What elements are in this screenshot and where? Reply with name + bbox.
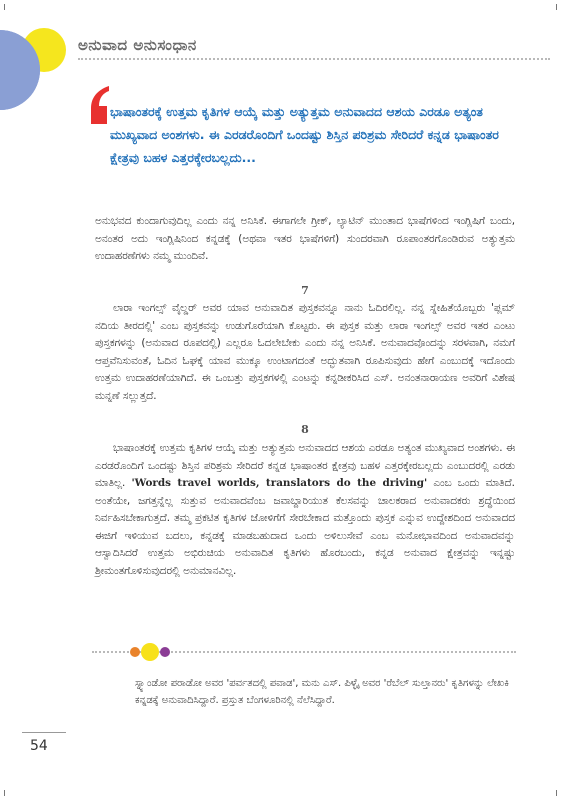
footnote-dots-decoration [128, 640, 178, 664]
running-header-title: ಅನುವಾದ ಅನುಸಂಧಾನ [78, 36, 197, 54]
crop-mark [556, 790, 557, 796]
quote-mark-icon [88, 84, 110, 126]
section-number-8: 8 [301, 423, 309, 436]
pull-quote: ಭಾಷಾಂತರಕ್ಕೆ ಉತ್ತಮ ಕೃತಿಗಳ ಆಯ್ಕೆ ಮತ್ತು ಅತ್ಯುತ್ತಮ ಅನುವಾದದ ಆಶಯ ಎರಡೂ ಅತ್ಯಂತ ಮುಖ್ಯವಾದ ಅಂಶಗಳು. ಈ ಎರಡರೊಂದಿಗೆ ಒಂದಷ್ಟು ಶಿಸ್ತಿನ ಪರಿಶ್ರಮ ಸೇರಿದರೆ ಕನ್ನಡ ಭಾಷಾಂತರ ಕ್ಷೇತ್ರವು ಬಹಳ ಎತ್ತರಕ್ಕೇರಬಲ್ಲದು... [110, 104, 499, 165]
page-number: 54 [30, 738, 48, 754]
header-circles-decoration [0, 18, 70, 113]
header-divider [78, 58, 550, 60]
crop-mark [4, 4, 5, 10]
body-paragraph-3-text-a: ಭಾಷಾಂತರಕ್ಕೆ ಉತ್ತಮ ಕೃತಿಗಳ ಆಯ್ಕೆ ಮತ್ತು ಅತ್ಯುತ್ತಮ ಅನುವಾದದ ಆಶಯ ಎರಡೂ ಅತ್ಯಂತ ಮುಖ್ಯವಾದ ಅಂಶಗಳು. ಈ ಎರಡರೊಂದಿಗೆ ಒಂದಷ್ಟು ಶಿಸ್ತಿನ ಪರಿಶ್ರಮ ಸೇರಿದರೆ ಕನ್ನಡ ಭಾಷಾಂತರ ಕ್ಷೇತ್ರವು ಬಹಳ ಎತ್ತರಕ್ಕೇರಬಲ್ಲದು ಎಂಬುದರಲ್ಲಿ ಎರಡು ಮಾತಿಲ್ಲ. [95, 442, 515, 489]
author-footnote: ಸ್ನ್ಯಾಂಡೋ ಪರಾಡೋ ಅವರ 'ಪರ್ವತದಲ್ಲಿ ಪವಾಡ', ಮನು ಎಸ್. ಪಿಳ್ಳೈ ಅವರ 'ರೆಬೆಲ್ ಸುಲ್ತಾನರು' ಕೃತಿಗಳನ್ನು ಲೇಖಕಿ ಕನ್ನಡಕ್ಕೆ ಅನುವಾದಿಸಿದ್ದಾರೆ. ಪ್ರಸ್ತುತ ಬೆಂಗಳೂರಿನಲ್ಲಿ ನೆಲೆಸಿದ್ದಾರೆ. [135, 678, 509, 706]
crop-mark [556, 4, 557, 10]
body-paragraph-1: ಅನುಭವದ ಕುಂದಾಗುವುದಿಲ್ಲ ಎಂದು ನನ್ನ ಅನಿಸಿಕೆ. ಈಗಾಗಲೇ ಗ್ರೀಕ್, ಲ್ಯಾಟಿನ್ ಮುಂತಾದ ಭಾಷೆಗಳಿಂದ ಇಂಗ್ಲಿಷಿಗೆ ಬಂದು, ಅನಂತರ ಅದು ಇಂಗ್ಲಿಷಿನಿಂದ ಕನ್ನಡಕ್ಕೆ (ಅಥವಾ ಇತರ ಭಾಷೆಗಳಿಗೆ) ಸುಂದರವಾಗಿ ರೂಪಾಂತರಗೊಂಡಿರುವ ಅತ್ಯುತ್ತಮ ಉದಾಹರಣೆಗಳು ನಮ್ಮ ಮುಂದಿವೆ. [95, 215, 515, 262]
english-quote: 'Words travel worlds, translators do the driving' [131, 477, 428, 489]
body-paragraph-3 [95, 440, 515, 580]
section-number-7: 7 [301, 284, 309, 297]
body-paragraph-3-text-b: ಎಂಬ ಒಂದು ಮಾತಿದೆ. ಅಂತೆಯೇ, ಜಗತ್ತನ್ನೆಲ್ಲ ಸುತ್ತುವ ಅನುವಾದವೆಂಬ ಜವಾಬ್ದಾರಿಯುತ ಕೆಲಸವನ್ನು ಚಾಲಕರಾದ ಅನುವಾದಕರು ಶ್ರದ್ಧೆಯಿಂದ ನಿರ್ವಹಿಸಬೇಕಾಗುತ್ತದೆ. ತಮ್ಮ ಪ್ರಕಟಿತ ಕೃತಿಗಳ ಜೋಳಿಗೆಗೆ ಸೇರಬೇಕಾದ ಮತ್ತೊಂದು ಪುಸ್ತಕ ಎನ್ನುವ ಉದ್ದೇಶದಿಂದ ಅನುವಾದದ ಈಜಿಗೆ ಇಳಿಯುವ ಬದಲು, ಕನ್ನಡಕ್ಕೆ ಮಾಡಬಹುದಾದ ಒಂದು ಅಳಿಲುಸೇವೆ ಎಂಬ ಮನೋಭಾವದಿಂದ ಅನುವಾದವನ್ನು ಆಸ್ವಾದಿಸಿದರೆ ಉತ್ತಮ ಅಭಿರುಚಿಯ ಅನುವಾದಿತ ಕೃತಿಗಳು ಹೊರಬಂದು, ಕನ್ನಡ ಅನುವಾದ ಕ್ಷೇತ್ರವನ್ನು ಇನ್ನಷ್ಟು ಶ್ರೀಮಂತಗೊಳಿಸುವುದರಲ್ಲಿ ಅನುಮಾನವಿಲ್ಲ. [95, 477, 515, 577]
crop-mark [4, 790, 5, 796]
body-paragraph-2: ಲಾರಾ ಇಂಗಲ್ಸ್ ವೈಲ್ಡರ್ ಅವರ ಯಾವ ಅನುವಾದಿತ ಪುಸ್ತಕವನ್ನೂ ನಾನು ಓದಿರಲಿಲ್ಲ. ನನ್ನ ಸ್ನೇಹಿತೆಯೊಬ್ಬರು 'ಪ್ಲಮ್ ನದಿಯ ತೀರದಲ್ಲಿ' ಎಂಬ ಪುಸ್ತಕವನ್ನು ಉಡುಗೊರೆಯಾಗಿ ಕೊಟ್ಟರು. ಈ ಪುಸ್ತಕ ಮತ್ತು ಲಾರಾ ಇಂಗಲ್ಸ್ ಅವರ ಇತರ ಎಂಟು ಪುಸ್ತಕಗಳನ್ನು (ಅನುವಾದ ರೂಪದಲ್ಲಿ) ಎಲ್ಲರೂ ಓದಲೇಬೇಕು ಎಂದು ನನ್ನ ಅನಿಸಿಕೆ. ಅನುವಾದವೊಂದನ್ನು ಸರಳವಾಗಿ, ನಮಗೆ ಆಪ್ತವೆನಿಸುವಂತೆ, ಓದಿನ ಓಘಕ್ಕೆ ಯಾವ ಮುಕ್ಕೂ ಉಂಟಾಗದಂತೆ ಅದ್ಭುತವಾಗಿ ರೂಪಿಸುವುದು ಹೇಗೆ ಎಂಬುದಕ್ಕೆ ಇದೊಂದು ಉತ್ತಮ ಉದಾಹರಣೆಯಾಗಿದೆ. ಈ ಒಂಬತ್ತು ಪುಸ್ತಕಗಳಲ್ಲಿ ಎಂಟನ್ನು ಕನ್ನಡೀಕರಿಸಿದ ಎಸ್. ಅನಂತನಾರಾಯಣ ಅವರಿಗೆ ವಿಶೇಷ ಮನ್ನಣೆ ಸಲ್ಲುತ್ತದೆ. [95, 302, 515, 402]
page-number-rule [22, 732, 66, 733]
